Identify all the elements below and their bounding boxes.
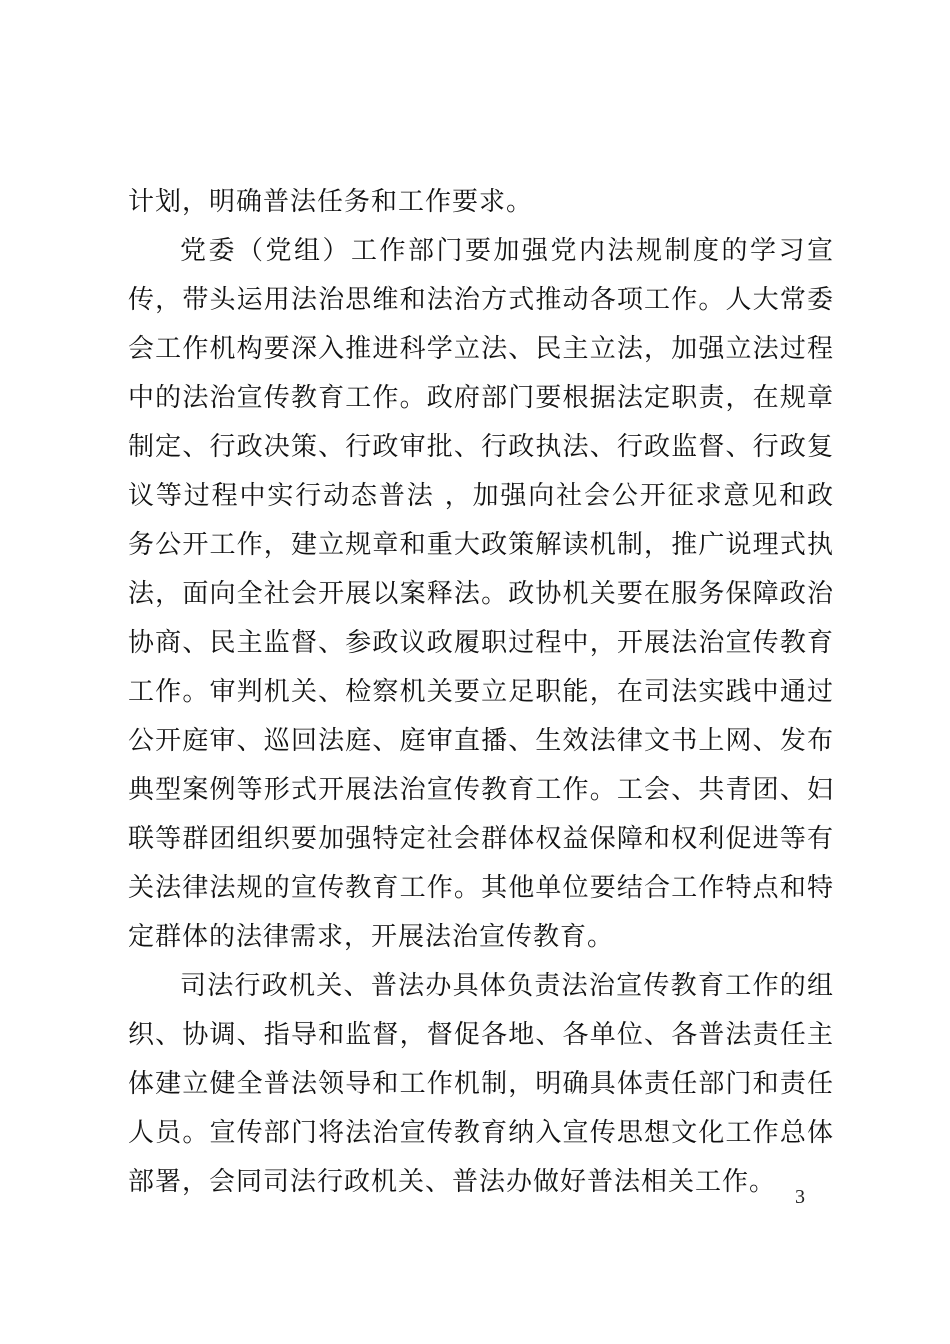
paragraph-party-committee-duties: 党委（党组）工作部门要加强党内法规制度的学习宣传，带头运用法治思维和法治方式推动各项工作。人大常委会工作机构要深入推进科学立法、民主立法，加强立法过程中的法治宣传教育工作。政府部门要根据法定职责，在规章制定、行政决策、行政审批、行政执法、行政监督、行政复议等过程中实行动态普法 ，加强向社会公开征求意见和政务公开工作，建立规章和重大政策解读机制，推广说理式执法，面向全社会开展以案释法。政协机关要在服务保障政治协商、民主监督、参政议政履职过程中，开展法治宣传教育工作。审判机关、检察机关要立足职能，在司法实践中通过公开庭审、巡回法庭、庭审直播、生效法律文书上网、发布典型案例等形式开展法治宣传教育工作。工会、共青团、妇联等群团组织要加强特定社会群体权益保障和权利促进等有关法律法规的宣传教育工作。其他单位要结合工作特点和特定群体的法律需求，开展法治宣传教育。 (128, 236, 834, 952)
document-body (128, 178, 834, 1207)
page-number: 3 (795, 1186, 805, 1208)
paragraph-continuation: 计划，明确普法任务和工作要求。 (128, 187, 534, 217)
paragraph-judicial-admin-duties: 司法行政机关、普法办具体负责法治宣传教育工作的组织、协调、指导和监督，督促各地、各单位、各普法责任主体建立健全普法领导和工作机制，明确具体责任部门和责任人员。宣传部门将法治宣传教育纳入宣传思想文化工作总体部署，会同司法行政机关、普法办做好普法相关工作。 (128, 971, 834, 1197)
